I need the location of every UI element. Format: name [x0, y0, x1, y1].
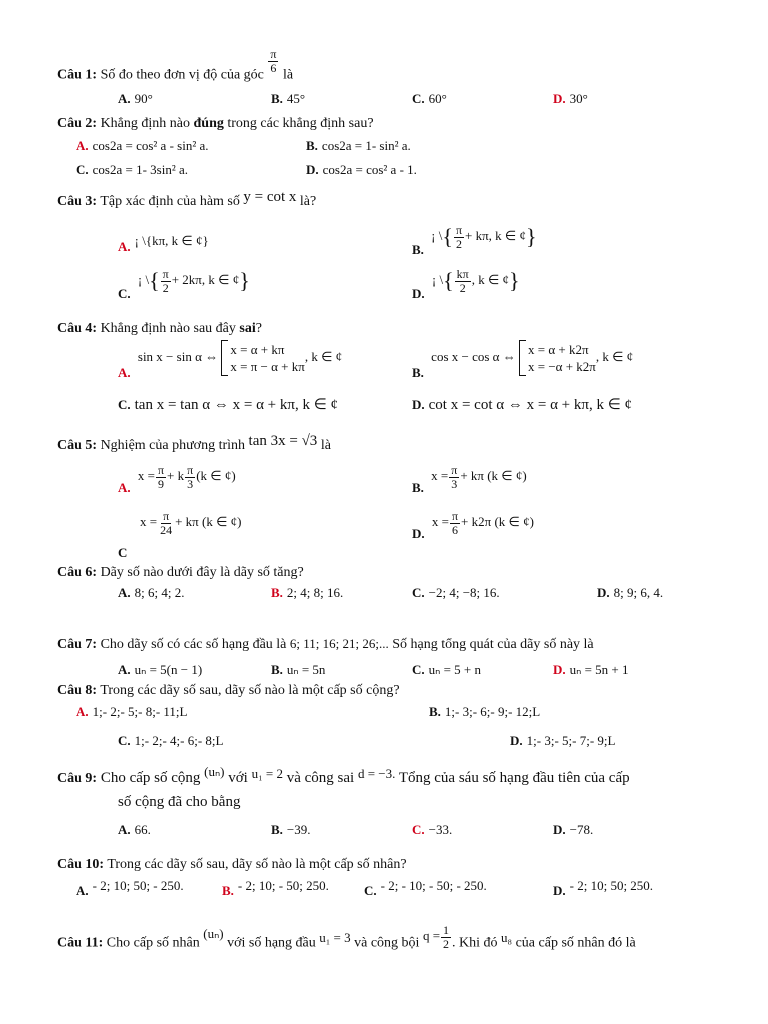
question-text: Tập xác định của hàm số: [100, 194, 240, 209]
option-6c[interactable]: C. −2; 4; −8; 16.: [412, 585, 500, 600]
option-4c[interactable]: C. tan x = tan α ⇔ x = α + kπ, k ∈ ¢: [118, 397, 339, 413]
question-label: Câu 5:: [57, 438, 98, 453]
question-emphasis: đúng: [193, 116, 224, 131]
option-7d[interactable]: D. uₙ = 5n + 1: [553, 662, 629, 677]
question-label: Câu 7:: [57, 637, 98, 652]
question-7: [57, 637, 594, 653]
option-6b[interactable]: B. 2; 4; 8; 16.: [271, 585, 344, 600]
question-label: Câu 6:: [57, 565, 98, 580]
option-4b[interactable]: B. cos x − cos α ⇔ x = α + k2π x = −α + k2π , k ∈ ¢: [412, 342, 634, 380]
option-2c[interactable]: C. cos2a = 1- 3sin² a.: [76, 162, 188, 177]
option-1a[interactable]: A. 90°: [118, 91, 153, 106]
question-tail: là?: [299, 194, 317, 209]
question-text: Khẳng định nào: [100, 116, 190, 131]
option-5b[interactable]: B. x = $\frac{\pi}{3}$ + kπ (k ∈ ¢): [412, 463, 527, 496]
question-label: Câu 9:: [57, 771, 98, 786]
question-label: Câu 4:: [57, 321, 98, 336]
fraction: $\frac{\pi}{2}$: [455, 223, 462, 251]
fraction: $\frac{1}{2}$: [443, 923, 450, 951]
function: y = cot x: [243, 189, 297, 205]
question-2: [57, 116, 374, 132]
question-10: [57, 857, 407, 873]
question-text: Khẳng định nào sau đây: [100, 321, 236, 336]
question-tail: Số hạng tổng quát của dãy số này là: [392, 637, 594, 652]
option-5c[interactable]: x = $\frac{\pi}{24}$ + kπ (k ∈ ¢): [140, 509, 242, 537]
question-emphasis: sai: [239, 321, 256, 336]
fraction: $\frac{\pi}{2}$: [162, 267, 169, 295]
option-1c[interactable]: C. 60°: [412, 91, 447, 106]
option-7c[interactable]: C. uₙ = 5 + n: [412, 662, 481, 677]
option-5c-label: C: [118, 545, 128, 560]
option-9c[interactable]: C. −33.: [412, 822, 453, 837]
question-text: Trong các dãy số sau, dãy số nào là một cấp số cộng?: [100, 683, 400, 698]
option-9a[interactable]: A. 66.: [118, 822, 151, 837]
option-8d[interactable]: D. 1;- 3;- 5;- 7;- 9;L: [510, 733, 616, 748]
option-10d[interactable]: D. - 2; 10; 50; 250.: [553, 878, 654, 898]
option-9b[interactable]: B. −39.: [271, 822, 311, 837]
question-11: Câu 11: Cho cấp số nhân (uₙ) với số hạng đầu u₁ = 3 và công bội q = $\frac{1}{2}$ . Khi đó u₈ của cấp số nhân đó là: [57, 923, 636, 951]
question-label: Câu 3:: [57, 194, 98, 209]
option-5d[interactable]: D. x = $\frac{\pi}{6}$ + k2π (k ∈ ¢): [412, 509, 534, 542]
option-9d[interactable]: D. −78.: [553, 822, 594, 837]
option-1b[interactable]: B. 45°: [271, 91, 306, 106]
sequence: 6; 11; 16; 21; 26;...: [289, 636, 389, 651]
question-label: Câu 1:: [57, 67, 98, 83]
question-4: Câu 4: Khẳng định nào sau đây sai?: [57, 321, 262, 336]
question-6: [57, 565, 304, 581]
option-2d[interactable]: D. cos2a = cos² a - 1.: [306, 162, 417, 177]
option-6d[interactable]: D. 8; 9; 6, 4.: [597, 585, 664, 600]
option-2a[interactable]: A. cos2a = cos² a - sin² a.: [76, 138, 209, 153]
fraction: $\frac{k\pi}{2}$: [456, 267, 469, 295]
option-8b[interactable]: B. 1;- 3;- 6;- 9;- 12;L: [429, 704, 541, 719]
question-label: Câu 8:: [57, 683, 98, 698]
question-text: Số đo theo đơn vị độ của góc: [100, 67, 264, 83]
question-1: [57, 47, 294, 88]
question-text: Dãy số nào dưới đây là dãy số tăng?: [100, 565, 304, 580]
option-6a[interactable]: A. 8; 6; 4; 2.: [118, 585, 185, 600]
question-text: Cho cấp số cộng: [100, 770, 201, 786]
question-label: Câu 10:: [57, 857, 105, 872]
question-text: Cho cấp số nhân: [106, 935, 200, 951]
question-text: Trong các dãy số sau, dãy số nào là một cấp số nhân?: [107, 857, 407, 872]
option-7b[interactable]: B. uₙ = 5n: [271, 662, 326, 677]
question-label: Câu 11:: [57, 935, 104, 951]
option-2b[interactable]: B. cos2a = 1- sin² a.: [306, 138, 411, 153]
option-8c[interactable]: C. 1;- 2;- 4;- 6;- 8;L: [118, 733, 224, 748]
question-tail: là: [282, 67, 294, 83]
question-8: [57, 683, 400, 699]
option-4a[interactable]: A. sin x − sin α ⇔ x = α + kπ x = π − α + kπ , k ∈ ¢: [118, 342, 343, 380]
option-3c[interactable]: C. ¡ \{ $\frac{\pi}{2}$ + 2kπ, k ∈ ¢}: [118, 267, 250, 302]
question-text: Nghiệm của phương trình: [100, 438, 246, 453]
option-3b[interactable]: B. ¡ \{ $\frac{\pi}{2}$ + kπ, k ∈ ¢}: [412, 223, 537, 258]
option-8a[interactable]: A. 1;- 2;- 5;- 8;- 11;L: [76, 704, 188, 719]
equation: tan 3x = √3: [248, 433, 318, 449]
question-text: Cho dãy số có các số hạng đầu là: [100, 637, 287, 652]
question-3: [57, 189, 317, 210]
option-7a[interactable]: A. uₙ = 5(n − 1): [118, 662, 203, 677]
option-1d[interactable]: D. 30°: [553, 91, 588, 106]
question-9-continued: số cộng đã cho bằng: [118, 794, 241, 810]
option-3a[interactable]: A. ¡ \{kπ, k ∈ ¢}: [118, 233, 209, 254]
question-tail: là: [320, 438, 331, 453]
option-5a[interactable]: A. x = $\frac{\pi}{9}$ + k $\frac{\pi}{3}$ (k ∈ ¢): [118, 463, 236, 496]
question-text-tail: trong các khẳng định sau?: [227, 116, 374, 131]
option-10c[interactable]: C. - 2; - 10; - 50; - 250.: [364, 878, 487, 898]
option-10b[interactable]: B. - 2; 10; - 50; 250.: [222, 878, 329, 898]
question-9: Câu 9: Cho cấp số cộng (uₙ) với u₁ = 2 và công sai d = −3. Tổng của sáu số hạng đầu tiên của cấp: [57, 764, 630, 786]
fraction: $\frac{\pi}{6}$: [270, 47, 277, 75]
option-3d[interactable]: D. ¡ \{ $\frac{k\pi}{2}$ , k ∈ ¢}: [412, 267, 520, 302]
option-10a[interactable]: A. - 2; 10; 50; - 250.: [76, 878, 184, 898]
question-label: Câu 2:: [57, 116, 98, 131]
option-4d[interactable]: D. cot x = cot α ⇔ x = α + kπ, k ∈ ¢: [412, 397, 633, 413]
question-5: [57, 433, 331, 454]
